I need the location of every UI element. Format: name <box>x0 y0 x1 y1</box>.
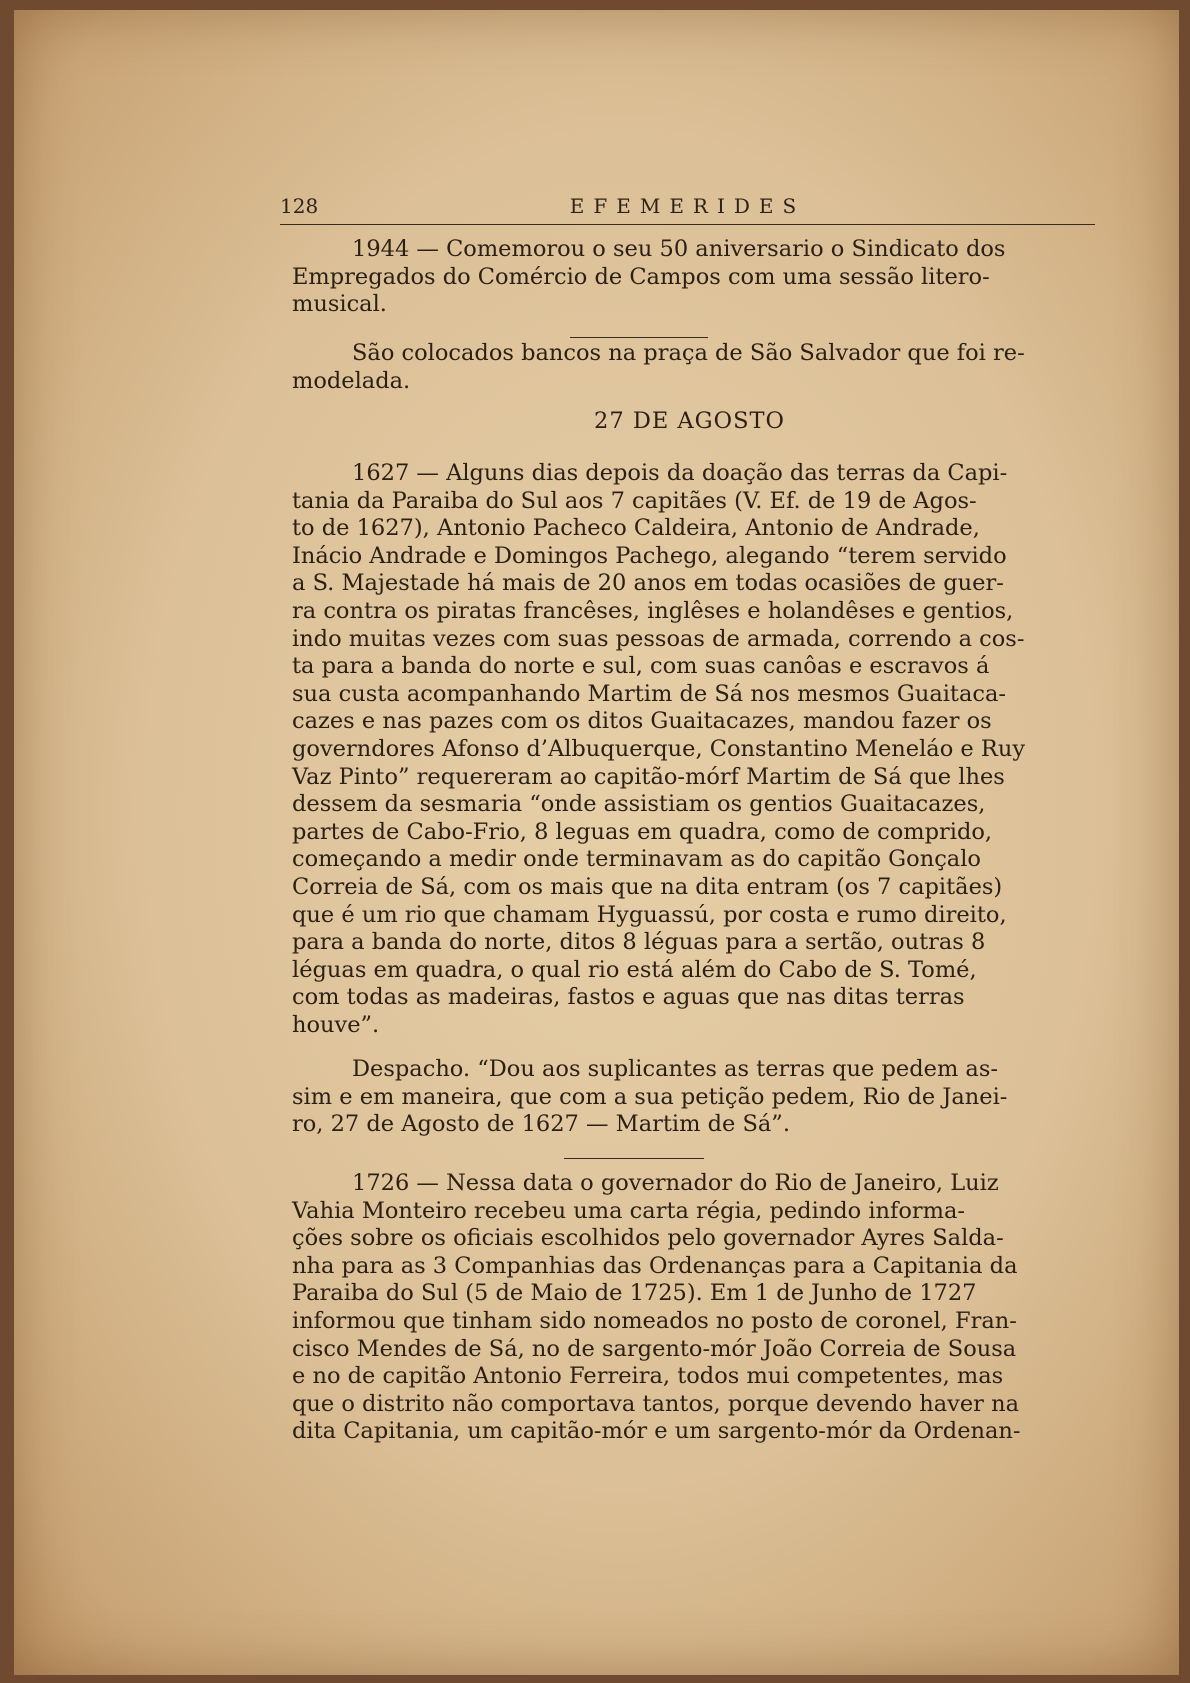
entry-1944 <box>292 236 1087 319</box>
text-line: São colocados bancos na praça de São Salvador que foi re- <box>352 340 1025 366</box>
text-line: a S. Majestade há mais de 20 anos em todas ocasiões de guer- <box>292 570 1004 597</box>
text-line: cazes e nas pazes com os ditos Guaitacazes, mandou fazer os <box>292 708 992 735</box>
text-line: e no de capitão Antonio Ferreira, todos mui competentes, mas <box>292 1363 1004 1390</box>
text-line: to de 1627), Antonio Pacheco Caldeira, Antonio de Andrade, <box>292 515 980 542</box>
text-line: Empregados do Comércio de Campos com uma sessão litero- <box>292 263 990 290</box>
text-line: ções sobre os oficiais escolhidos pelo governador Ayres Salda- <box>292 1225 1004 1252</box>
section-divider <box>570 337 708 338</box>
text-line: começando a medir onde terminavam as do capitão Gonçalo <box>292 846 981 873</box>
text-line: nha para as 3 Companhias das Ordenanças para a Capitania da <box>292 1252 1018 1279</box>
text-line: houve”. <box>292 1011 380 1038</box>
entry-1726 <box>292 1170 1087 1446</box>
text-line: tania da Paraiba do Sul aos 7 capitães (V. Ef. de 19 de Agos- <box>292 487 977 514</box>
text-line: que o distrito não comportava tantos, porque devendo haver na <box>292 1390 1019 1417</box>
text-line: informou que tinham sido nomeados no posto de coronel, Fran- <box>292 1307 1017 1334</box>
text-line: Vahia Monteiro recebeu uma carta régia, pedindo informa- <box>292 1197 966 1224</box>
text-line: sim e em maneira, que com a sua petição pedem, Rio de Janei- <box>292 1083 1008 1110</box>
entry-despacho <box>292 1056 1087 1139</box>
text-line: dita Capitania, um capitão-mór e um sargento-mór da Ordenan- <box>292 1418 1021 1445</box>
running-title: EFEMERIDES <box>569 194 806 218</box>
text-line: dessem da sesmaria “onde assistiam os gentios Guaitacazes, <box>292 791 986 818</box>
text-line: Inácio Andrade e Domingos Pachego, alegando “terem servido <box>292 542 1007 569</box>
text-line: 1726 — Nessa data o governador do Rio de Janeiro, Luiz <box>352 1170 999 1196</box>
text-line: para a banda do norte, ditos 8 léguas para a sertão, outras 8 <box>292 929 986 956</box>
page-header <box>280 194 1095 225</box>
text-line: léguas em quadra, o qual rio está além do Cabo de S. Tomé, <box>292 956 977 983</box>
entry-1627 <box>292 460 1087 1039</box>
text-line: partes de Cabo-Frio, 8 leguas em quadra, como de comprido, <box>292 818 993 845</box>
text-line: musical. <box>292 291 387 318</box>
entry-bancos <box>292 340 1087 395</box>
book-page <box>14 10 1179 1675</box>
text-line: indo muitas vezes com suas pessoas de armada, correndo a cos- <box>292 625 1025 652</box>
text-line: Correia de Sá, com os mais que na dita entram (os 7 capitães) <box>292 873 1003 900</box>
text-line: Vaz Pinto” requereram ao capitão-mórf Martim de Sá que lhes <box>292 763 1005 790</box>
text-line: Despacho. “Dou aos suplicantes as terras que pedem as- <box>352 1056 998 1082</box>
section-divider <box>564 1158 704 1159</box>
text-line: Paraiba do Sul (5 de Maio de 1725). Em 1 de Junho de 1727 <box>292 1280 977 1307</box>
text-line: cisco Mendes de Sá, no de sargento-mór João Correia de Sousa <box>292 1335 1017 1362</box>
text-line: ro, 27 de Agosto de 1627 — Martim de Sá”. <box>292 1111 790 1138</box>
text-line: 1944 — Comemorou o seu 50 aniversario o Sindicato dos <box>352 236 1006 262</box>
text-line: ta para a banda do norte e sul, com suas canôas e escravos á <box>292 653 990 680</box>
text-line: governdores Afonso d’Albuquerque, Constantino Meneláo e Ruy <box>292 735 1026 762</box>
text-line: com todas as madeiras, fastos e aguas que nas ditas terras <box>292 984 965 1011</box>
text-line: 1627 — Alguns dias depois da doação das terras da Capi- <box>352 460 1008 486</box>
date-heading: 27 DE AGOSTO <box>594 408 785 434</box>
text-line: modelada. <box>292 367 411 394</box>
text-line: sua custa acompanhando Martim de Sá nos mesmos Guaitaca- <box>292 680 1007 707</box>
page-number: 128 <box>280 194 319 218</box>
text-line: que é um rio que chamam Hyguassú, por costa e rumo direito, <box>292 901 1007 928</box>
text-line: ra contra os piratas francêses, inglêses e holandêses e gentios, <box>292 597 1014 624</box>
